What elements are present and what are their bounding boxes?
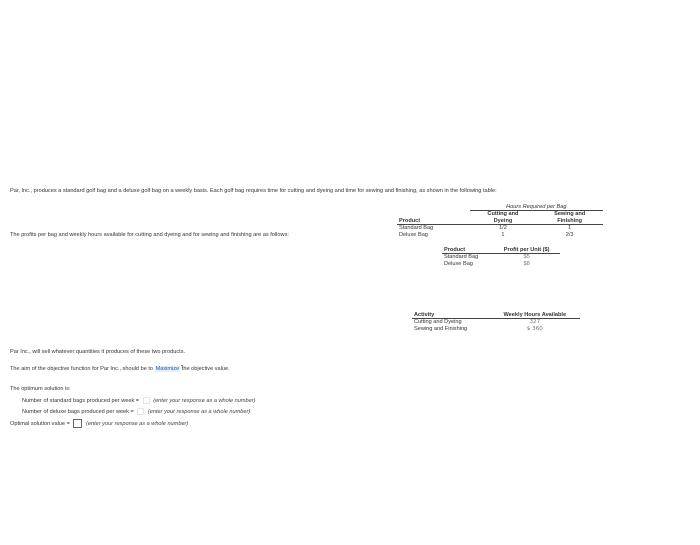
table-row <box>412 319 580 326</box>
profit-cell: $5 <box>523 254 530 261</box>
product-cell: Deluxe Bag <box>444 260 473 267</box>
cutting-cell: 1/2 <box>499 225 507 232</box>
col-sewing-line2: Finishing <box>536 218 603 225</box>
sell-statement: Par Inc., will sell whatever quantities it produces of these two products. <box>10 349 186 355</box>
deluxe-bags-hint: (enter your response as a whole number) <box>147 408 251 415</box>
table-row <box>442 254 560 261</box>
objective-statement <box>10 366 230 372</box>
activity-cell: Cutting and Dyeing <box>414 319 462 326</box>
standard-bags-row <box>22 397 256 404</box>
optimal-value-label: Optimal solution value = <box>10 420 70 427</box>
standard-bags-input[interactable] <box>143 397 150 404</box>
product-cell: Standard Bag <box>444 254 479 261</box>
optimal-value-row <box>10 419 188 428</box>
product-cell: Standard Bag <box>399 225 434 232</box>
activity-cell: Sewing and Finishing <box>414 325 468 332</box>
sewing-cell: 2/3 <box>565 231 574 238</box>
product-cell: Deluxe Bag <box>399 231 428 238</box>
hours-available-table <box>412 312 580 332</box>
hours-cell: $ 360 <box>526 325 543 332</box>
optimal-value-hint: (enter your response as a whole number) <box>85 420 189 427</box>
hours-required-table <box>397 204 603 238</box>
col-sewing-line1: Sewing and <box>554 211 586 218</box>
objective-dropdown[interactable]: Maximize <box>155 366 180 372</box>
problem-intro: Par, Inc., produces a standard golf bag and a deluxe golf bag on a weekly basis. Each golf bag requires time for cutting and dyeing and time for sewing and finishing, as shown in the following table: <box>10 188 497 194</box>
optimal-value-input[interactable] <box>73 419 82 428</box>
col-product: Product <box>442 247 493 254</box>
col-profit: Profit per Unit ($) <box>493 247 560 254</box>
sewing-cell: 1 <box>568 225 572 232</box>
deluxe-bags-label: Number of deluxe bags produced per week = <box>22 408 134 415</box>
col-weekly-hours: Weekly Hours Available <box>490 312 580 319</box>
table-row <box>412 326 580 332</box>
hours-cell: 327 <box>529 319 541 326</box>
standard-bags-hint: (enter your response as a whole number) <box>153 397 256 404</box>
profit-cell: $8 <box>523 260 530 267</box>
deluxe-bags-input[interactable] <box>137 408 144 415</box>
cutting-cell: 1 <box>501 231 505 238</box>
col-cutting-line1: Cutting and <box>487 211 519 218</box>
col-product: Product <box>397 218 470 225</box>
table-row <box>397 232 603 238</box>
aim-text-before: The aim of the objective function for Par Inc., should be to <box>10 366 154 372</box>
profits-intro: The profits per bag and weekly hours available for cutting and dyeing and for sewing and finishing are as follows: <box>10 232 289 238</box>
hours-required-header: Hours Required per Bag <box>470 204 603 211</box>
col-activity: Activity <box>412 312 490 319</box>
solution-label: The optimum solution is: <box>10 386 71 392</box>
table-row <box>442 261 560 267</box>
col-cutting-line2: Dyeing <box>470 218 537 225</box>
profit-table <box>442 247 560 267</box>
table-row <box>397 225 603 232</box>
deluxe-bags-row <box>22 408 250 415</box>
standard-bags-label: Number of standard bags produced per week = <box>22 397 140 404</box>
aim-text-after: the objective value. <box>181 366 230 372</box>
